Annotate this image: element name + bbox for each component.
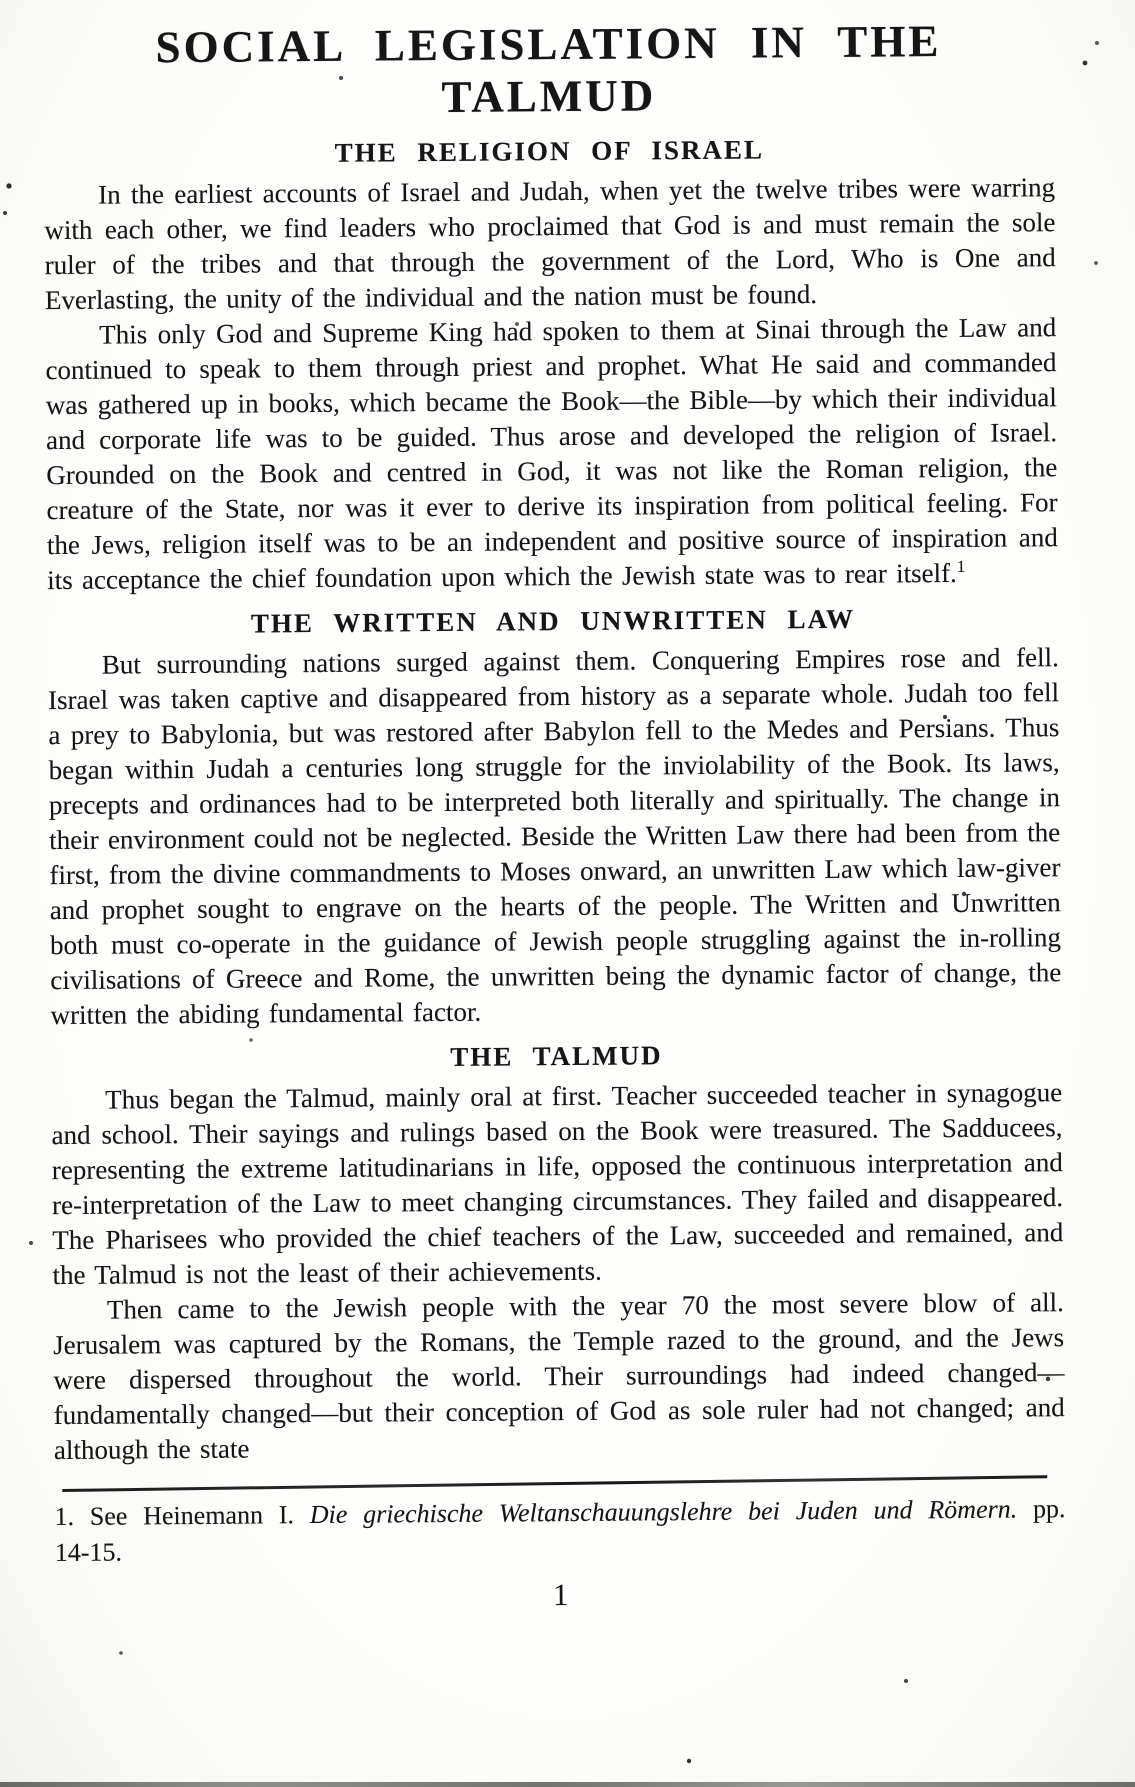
footnote-lead: See Heinemann I. [89, 1500, 295, 1531]
section-heading-religion-of-israel: THE RELIGION OF ISRAEL [334, 134, 765, 168]
footnote-pages: pp. 14-15. [54, 1494, 1066, 1568]
section-heading-talmud: THE TALMUD [450, 1040, 663, 1072]
footnote-divider [62, 1475, 1047, 1492]
paragraph-religion-2 [45, 310, 1058, 598]
footnote-work-title: Die griechische Weltanschauungslehre bei Juden und Römern. [309, 1494, 1018, 1530]
scan-speckles [0, 0, 2, 2]
paragraph-religion-1: In the earliest accounts of Israel and Judah, when yet the twelve tribes were warring with each other, we find leaders who proclaimed that God is and must remain the sole ruler of the tribes and that through the government of the Lord, Who is One and Everlasting, the unity of the individual and the nation must be found. [44, 172, 1056, 316]
footnote-marker: 1. [54, 1501, 75, 1532]
section-heading-written-unwritten-law: THE WRITTEN AND UNWRITTEN LAW [250, 603, 856, 639]
page-number: 1 [552, 1577, 569, 1613]
footnote [54, 1491, 1066, 1571]
page-content [0, 10, 1135, 1618]
paragraph-talmud-1: Thus began the Talmud, mainly oral at first. Teacher succeeded teacher in synagogue and school. Their sayings and rulings based on the Book were treasured. The Sadducees, representing the extreme latitudinarians in life, opposed the continuous interpretation and re-interpretation of the Law to meet changing circumstances. They failed and disappeared. The Pharisees who provided the chief teachers of the Law, succeeded and remained, and the Talmud is not the least of their achievements. [51, 1077, 1064, 1291]
paragraph-religion-2-text: This only God and Supreme King had spoken to them at Sinai through the Law and continued to speak to them through priest and prophet. What He said and commanded was gathered up in books, which became the Book—the Bible—by which their individual and corporate life was to be guided. Thus arose and developed the religion of Israel. Grounded on the Book and centred in God, it was not like the Roman religion, the creature of the State, nor was it ever to derive its inspiration from political feeling. For the Jews, religion itself was to be an independent and positive source of inspiration and its acceptance the chief foundation upon which the Jewish state was to rear itself. [45, 312, 1058, 596]
page-title: SOCIAL LEGISLATION IN THE TALMUD [155, 16, 942, 122]
paragraph-talmud-2: Then came to the Jewish people with the year 70 the most severe blow of all. Jerusalem was captured by the Romans, the Temple razed to the ground, and the Jews were dispersed throughout the world. Their surroundings had indeed changed—fundamentally changed—but their conception of God as sole ruler had not changed; and although the state [53, 1287, 1065, 1466]
scan-bottom-edge-artifact [0, 1782, 1135, 1787]
footnote-reference: 1 [956, 556, 966, 576]
paragraph-written-law-1: But surrounding nations surged against them. Conquering Empires rose and fell. Israel was taken captive and disappeared from history as a separate whole. Judah too fell a prey to Babylonia, but was restored after Babylon fell to the Medes and Persians. Thus began within Judah a centuries long struggle for the inviolability of the Book. Its laws, precepts and ordinances had to be interpreted both literally and spiritually. The change in their environment could not be neglected. Beside the Written Law there had been from the first, from the divine commandments to Moses onward, an unwritten Law which law-giver and prophet sought to engrave on the hearts of the people. The Written and Unwritten both must co-operate in the guidance of Jewish people struggling against the in-rolling civilisations of Greece and Rome, the unwritten being the dynamic factor of change, the written the abiding fundamental factor. [47, 642, 1062, 1031]
